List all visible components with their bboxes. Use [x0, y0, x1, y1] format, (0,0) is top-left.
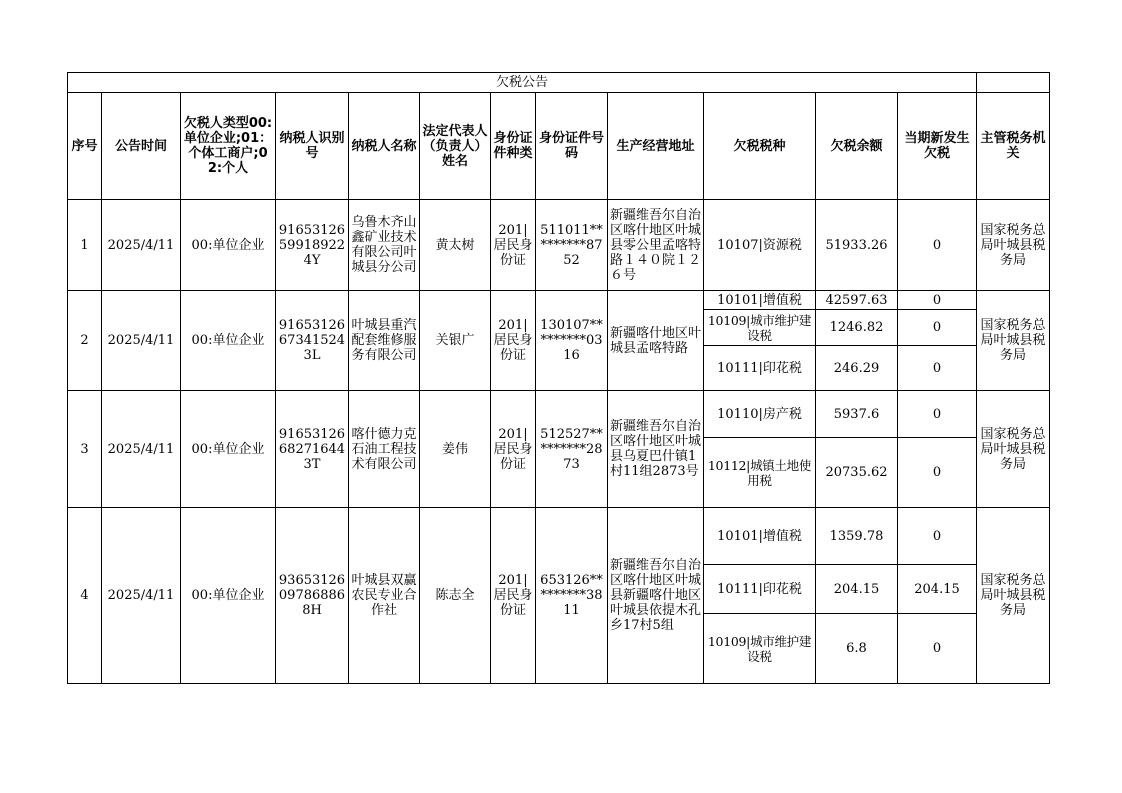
row-taxpayer-id: 93653126097868868H: [276, 508, 349, 684]
row-id-type: 201|居民身份证: [491, 391, 536, 508]
row-new-arrears: 0: [898, 346, 977, 391]
tax-arrears-table: [67, 72, 1050, 684]
row-tax-item: 10111|印花税: [704, 565, 816, 614]
row-seq: 2: [68, 291, 102, 391]
row-id-number: 512527*********2873: [536, 391, 608, 508]
header-taxpayer-id: 纳税人识别号: [276, 93, 349, 200]
title-row: [68, 73, 1050, 93]
row-legal-rep: 姜伟: [420, 391, 491, 508]
row-authority: 国家税务总局叶城县税务局: [977, 291, 1050, 391]
row-new-arrears: 0: [898, 438, 977, 508]
row-balance: 42597.63: [816, 291, 898, 310]
header-legal-rep: 法定代表人（负责人）姓名: [420, 93, 491, 200]
row-seq: 4: [68, 508, 102, 684]
row-balance: 1246.82: [816, 310, 898, 346]
row-new-arrears: 0: [898, 291, 977, 310]
table-row: [68, 200, 1050, 291]
header-id-number: 身份证件号码: [536, 93, 608, 200]
row-address: 新疆维吾尔自治区喀什地区叶城县新疆喀什地区叶城县依提木孔乡17村5组: [608, 508, 704, 684]
row-balance: 1359.78: [816, 508, 898, 565]
row-type: 00:单位企业: [181, 508, 276, 684]
row-id-number: 511011*********8752: [536, 200, 608, 291]
header-new-arrears: 当期新发生欠税: [898, 93, 977, 200]
row-tax-item: 10109|城市维护建设税: [704, 310, 816, 346]
row-date: 2025/4/11: [102, 508, 181, 684]
row-tax-item: 10112|城镇土地使用税: [704, 438, 816, 508]
row-authority: 国家税务总局叶城县税务局: [977, 508, 1050, 684]
table-row: [68, 508, 1050, 565]
header-authority: 主管税务机关: [977, 93, 1050, 200]
title-blank-cell: [977, 73, 1050, 93]
row-id-type: 201|居民身份证: [491, 508, 536, 684]
row-id-number: 653126*********3811: [536, 508, 608, 684]
row-new-arrears: 0: [898, 200, 977, 291]
header-tax-item: 欠税税种: [704, 93, 816, 200]
row-legal-rep: 黄太树: [420, 200, 491, 291]
row-tax-item: 10110|房产税: [704, 391, 816, 438]
row-name: 乌鲁木齐山鑫矿业技术有限公司叶城县分公司: [349, 200, 420, 291]
row-new-arrears: 0: [898, 614, 977, 684]
header-balance: 欠税余额: [816, 93, 898, 200]
row-balance: 246.29: [816, 346, 898, 391]
row-new-arrears: 204.15: [898, 565, 977, 614]
row-tax-item: 10101|增值税: [704, 291, 816, 310]
header-date: 公告时间: [102, 93, 181, 200]
row-name: 喀什德力克石油工程技术有限公司: [349, 391, 420, 508]
row-type: 00:单位企业: [181, 291, 276, 391]
row-tax-item: 10109|城市维护建设税: [704, 614, 816, 684]
row-type: 00:单位企业: [181, 391, 276, 508]
table-row: [68, 291, 1050, 310]
row-date: 2025/4/11: [102, 291, 181, 391]
header-id-type: 身份证件种类: [491, 93, 536, 200]
row-balance: 51933.26: [816, 200, 898, 291]
row-new-arrears: 0: [898, 310, 977, 346]
row-balance: 5937.6: [816, 391, 898, 438]
row-date: 2025/4/11: [102, 391, 181, 508]
row-taxpayer-id: 91653126673415243L: [276, 291, 349, 391]
row-taxpayer-id: 91653126599189224Y: [276, 200, 349, 291]
row-tax-item: 10111|印花税: [704, 346, 816, 391]
row-legal-rep: 陈志全: [420, 508, 491, 684]
row-taxpayer-id: 91653126682716443T: [276, 391, 349, 508]
header-seq: 序号: [68, 93, 102, 200]
header-row: [68, 93, 1050, 200]
row-name: 叶城县双赢农民专业合作社: [349, 508, 420, 684]
row-balance: 20735.62: [816, 438, 898, 508]
row-balance: 6.8: [816, 614, 898, 684]
row-type: 00:单位企业: [181, 200, 276, 291]
header-type: 欠税人类型00:单位企业;01：个体工商户;02:个人: [181, 93, 276, 200]
row-id-type: 201|居民身份证: [491, 200, 536, 291]
header-address: 生产经营地址: [608, 93, 704, 200]
table-row: [68, 391, 1050, 438]
row-new-arrears: 0: [898, 391, 977, 438]
row-address: 新疆维吾尔自治区喀什地区叶城县乌夏巴什镇1村11组2873号: [608, 391, 704, 508]
row-seq: 3: [68, 391, 102, 508]
row-id-number: 130107*********0316: [536, 291, 608, 391]
row-address: 新疆维吾尔自治区喀什地区叶城县零公里孟喀特路１４０院１２６号: [608, 200, 704, 291]
row-balance: 204.15: [816, 565, 898, 614]
row-legal-rep: 关银广: [420, 291, 491, 391]
table-title: 欠税公告: [68, 73, 977, 93]
row-date: 2025/4/11: [102, 200, 181, 291]
row-tax-item: 10101|增值税: [704, 508, 816, 565]
row-name: 叶城县重汽配套维修服务有限公司: [349, 291, 420, 391]
row-authority: 国家税务总局叶城县税务局: [977, 200, 1050, 291]
row-id-type: 201|居民身份证: [491, 291, 536, 391]
row-authority: 国家税务总局叶城县税务局: [977, 391, 1050, 508]
row-seq: 1: [68, 200, 102, 291]
row-address: 新疆喀什地区叶城县孟喀特路: [608, 291, 704, 391]
header-name: 纳税人名称: [349, 93, 420, 200]
row-tax-item: 10107|资源税: [704, 200, 816, 291]
row-new-arrears: 0: [898, 508, 977, 565]
